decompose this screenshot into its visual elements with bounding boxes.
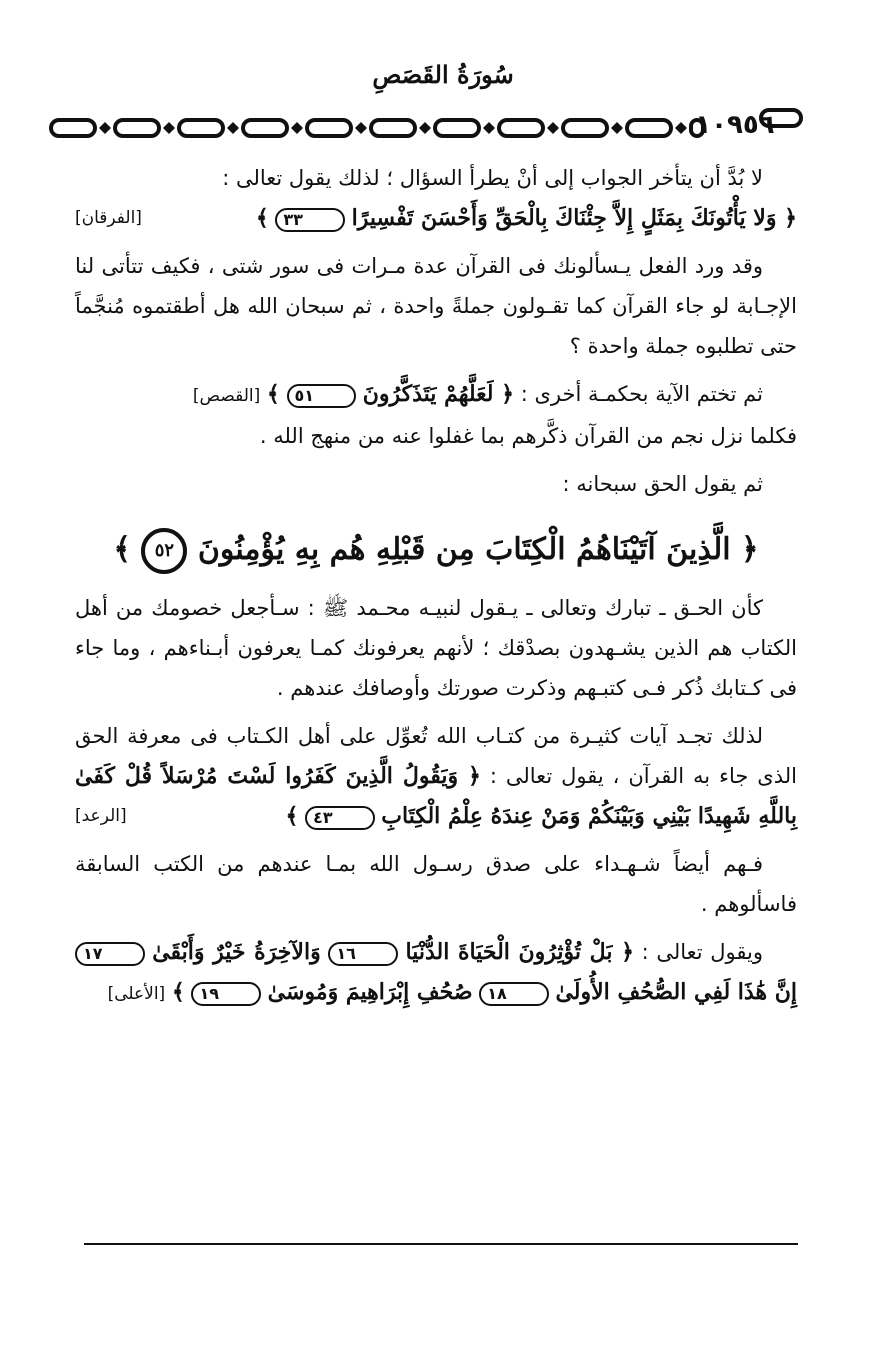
paragraph-6 xyxy=(75,716,797,836)
surah-reference: [الرعد] xyxy=(75,806,127,826)
paragraph-1 xyxy=(75,158,797,238)
main-ayah-number: ٥٢ xyxy=(141,528,187,574)
paragraph-text: لذلك تجـد آيات كثيـرة من كتـاب الله تُعوِّل على أهل الكـتاب فى معرفة الحق الذى جاء به القرآن ، يقول تعالى : xyxy=(75,724,797,788)
surah-reference: [الفرقان] xyxy=(75,208,142,228)
verse-close-bracket: ﴾ xyxy=(266,381,280,407)
paragraph-8 xyxy=(75,932,797,1014)
paragraph-text: ثم تختم الآية بحكمـة أخرى : xyxy=(520,382,763,406)
paragraph-4 xyxy=(75,464,797,504)
ayah-number: ٣٣ xyxy=(275,208,345,232)
verse-close-bracket: ﴾ xyxy=(285,803,299,829)
ayah-number: ١٦ xyxy=(328,942,398,966)
ayah-number: ١٨ xyxy=(479,982,549,1006)
paragraph-text: ويقول تعالى : xyxy=(641,940,763,964)
paragraph-text: كأن الحـق ـ تبارك وتعالى ـ يـقول لنبيـه محـمد ﷺ : سـأجعل خصومك من أهل الكتاب هم الذين يشـهدون بصدْقك ؛ لأنهم يعرفونك كمـا يعرفون أبـناءهم ، وما جاء فى كـتابك ذُكر فـى كتبـهم وذكرت صورتك وأوصافك عندهم . xyxy=(75,596,797,700)
verse-close-bracket: ﴾ xyxy=(255,205,269,231)
quran-verse: ﴿ وَلا يَأْتُونَكَ بِمَثَلٍ إِلاَّ جِئْنَاكَ بِالْحَقِّ وَأَحْسَنَ تَفْسِيرًا xyxy=(351,205,797,231)
quran-verse: إِنَّ هَٰذَا لَفِي الصُّحُفِ الأُولَىٰ xyxy=(555,979,797,1005)
ayah-number: ١٧ xyxy=(75,942,145,966)
quran-verse: ﴿ وَيَقُولُ الَّذِينَ كَفَرُوا لَسْتَ مُرْسَلاً قُلْ كَفَىٰ بِاللَّهِ شَهِيدًا بَيْنِي وَبَيْنَكُمْ وَمَنْ عِندَهُ عِلْمُ الْكِتَابِ xyxy=(75,763,797,829)
paragraph-text: فكلما نزل نجم من القرآن ذكَّرهم بما غفلوا عنه من منهج الله . xyxy=(259,424,797,448)
verse-close-bracket: ﴾ xyxy=(113,532,131,567)
page-number: ١٠٩٥٦ xyxy=(695,110,775,140)
paragraph-text: لا بُدَّ أن يتأخر الجواب إلى أنْ يطرأ السؤال ؛ لذلك يقول تعالى : xyxy=(222,166,763,190)
surah-reference: [القصص] xyxy=(192,386,261,406)
ayah-number: ١٩ xyxy=(191,982,261,1006)
surah-title: سُورَةُ القَصَصِ xyxy=(372,60,514,89)
paragraph-text: ثم يقول الحق سبحانه : xyxy=(562,472,763,496)
verse-close-bracket: ﴾ xyxy=(171,979,185,1005)
footer-rule xyxy=(84,1243,798,1245)
paragraph-2 xyxy=(75,246,797,366)
paragraph-3 xyxy=(75,374,797,456)
ayah-number: ٥١ xyxy=(287,384,357,408)
quran-verse: وَالآخِرَةُ خَيْرٌ وَأَبْقَىٰ xyxy=(152,939,321,965)
quran-verse: ﴿ لَعَلَّهُمْ يَتَذَكَّرُونَ xyxy=(362,381,515,407)
quran-verse: صُحُفِ إِبْرَاهِيمَ وَمُوسَىٰ xyxy=(267,979,473,1005)
paragraph-7 xyxy=(75,844,797,924)
quran-verse: ﴿ بَلْ تُؤْثِرُونَ الْحَيَاةَ الدُّنْيَا xyxy=(405,939,634,965)
ayah-number: ٤٣ xyxy=(305,806,375,830)
main-verse-text: ﴿ الَّذِينَ آتَيْنَاهُمُ الْكِتَابَ مِن قَبْلِهِ هُم بِهِ يُؤْمِنُونَ xyxy=(197,532,759,567)
main-verse xyxy=(75,522,797,578)
surah-reference: [الأعلى] xyxy=(107,984,166,1004)
page-body xyxy=(75,158,797,1022)
paragraph-5 xyxy=(75,588,797,708)
paragraph-text: وقد ورد الفعل يـسألونك فى القرآن عدة مـرات فى سور شتى ، فكيف تتأتى لنا الإجـابة لو جاء القرآن كما تقـولون جملةً واحدة ، ثم سبحان الله هل أطقتموه مُنجَّماً حتى تطلبوه جملة واحدة ؟ xyxy=(75,254,797,358)
paragraph-text: فـهم أيضاً شـهـداء على صدق رسـول الله بمـا عندهم من الكتب السابقة فاسألوهم . xyxy=(75,852,797,916)
